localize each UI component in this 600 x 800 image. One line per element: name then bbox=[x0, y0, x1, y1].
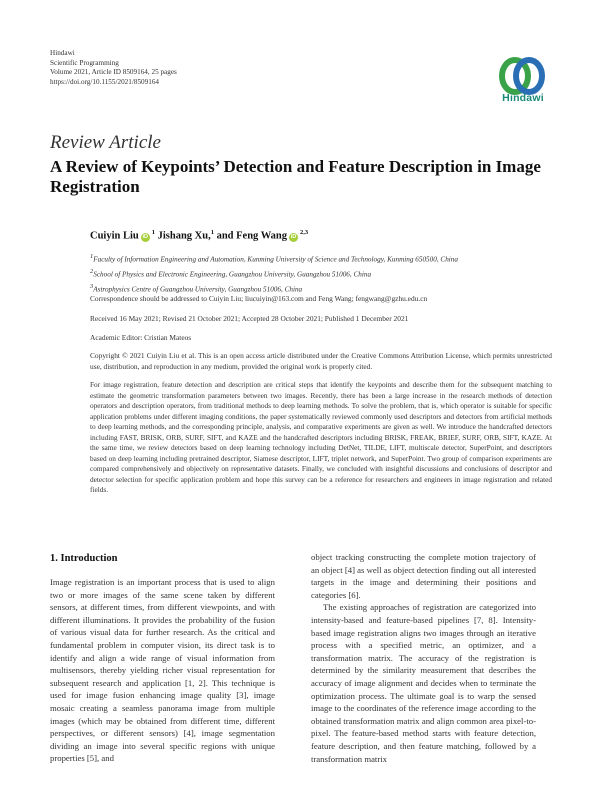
article-title: A Review of Keypoints’ Detection and Feature Description in Image Registration bbox=[50, 157, 541, 196]
journal-name: Scientific Programming bbox=[50, 58, 119, 67]
affiliation-item: $^2$School of Physics and Electronic Engineering, Guangzhou University, Guangzhou 51006, China bbox=[90, 267, 372, 279]
author-name[interactable]: and Feng Wang bbox=[216, 230, 288, 242]
journal-meta bbox=[50, 49, 177, 87]
author-name[interactable]: Cuiyin Liu bbox=[90, 230, 139, 242]
academic-editor: Academic Editor: Cristian Mateos bbox=[90, 333, 192, 342]
volume-line: Volume 2021, Article ID 8509164, 25 pages bbox=[50, 68, 177, 77]
paragraph: The existing approaches of registration are categorized into intensity-based and feature-based pipelines [7, 8]. Intensity-based image registration aligns two images through an iterative process with a specified metric, an optimizer, and a transformation matrix. The accuracy of the registration is determined by the similarity measurement that describes the accuracy of image alignment and decides when to terminate the optimization process. The ultimate goal is to warp the sensed image to the coordinates of the reference image according to the obtained transformation matrix and align common area pixel-to-pixel. The feature-based method starts with feature detection, feature description, and then feature matching, followed by a transformation matrix bbox=[311, 602, 536, 764]
left-column bbox=[50, 576, 275, 765]
paragraph: Image registration is an important process that is used to align two or more images of the same scene taken by different sensors, at different times, from different viewpoints, and with different illuminations. It provides the probability of the fusion of various visual data for further research. As the critical and fundamental problem in computer vision, its direct task is to identify and align a wide range of visual information from multisensors, thereby yielding richer visual representation for subsequent research and application [1, 2]. This technique is used for image fusion enhancing image quality [3], image mosaic creating a seamless panorama image from multiple images (which may be obtained from different time, different perspectives, or different sensors) [4], image segmentation dividing an image into several specific regions with unique properties [5], and bbox=[50, 577, 275, 764]
right-column bbox=[311, 551, 536, 765]
copyright-notice: Copyright © 2021 Cuiyin Liu et al. This is an open access article distributed under the Creative Commons Attribution License, which permits unrestricted use, distribution, and reproduction in any medium, provided the original work is properly cited. bbox=[90, 351, 552, 371]
section-heading: 1. Introduction bbox=[50, 553, 118, 564]
affiliation-item: $^3$Astrophysics Centre of Guangzhou University, Guangzhou 51006, China bbox=[90, 282, 303, 294]
affiliations bbox=[90, 251, 560, 296]
author-affil-sup: 2,3 bbox=[300, 229, 309, 236]
author-list bbox=[90, 229, 308, 242]
article-type: Review Article bbox=[50, 132, 161, 153]
correspondence: Correspondence should be addressed to Cuiyin Liu; liucuiyin@163.com and Feng Wang; fengwang@gzhu.edu.cn bbox=[90, 294, 428, 303]
affiliation-item: $^1$Faculty of Information Engineering and Automation, Kunming University of Science and Technology, Kunming 650500, China bbox=[90, 253, 458, 264]
author-affil-sup: 1 bbox=[210, 229, 214, 236]
publisher-name: Hindawi bbox=[50, 49, 75, 57]
author-name[interactable]: Jishang Xu, bbox=[157, 230, 211, 242]
doi-link[interactable]: https://doi.org/10.1155/2021/8509164 bbox=[50, 77, 160, 86]
orcid-icon[interactable]: iD bbox=[290, 233, 297, 240]
hindawi-brand: Hindawi bbox=[502, 92, 544, 104]
abstract: For image registration, feature detection and description are critical steps that identify the keypoints and describe them for the subsequent matching to estimate the geometric transformation parameters between two images. Recently, there has been a large increase in the research methods of detection operators and description operators, from traditional methods to deep learning methods. To solve the problem, that is, which operator is suitable for specific application problems under different imaging conditions, the paper systematically reviewed commonly used descriptors and detectors from artificial methods to deep learning methods, and the corresponding principle, analysis, and comparative experiments are given as well. We introduce the handcrafted detectors including FAST, BRISK, ORB, SURF, SIFT, and KAZE and the handcrafted descriptors including BRISK, FREAK, BRIEF, SURF, ORB, SIFT, KAZE. At the same time, we review detectors based on deep learning technology including DetNet, TILDE, LIFT, multiscale detector, SuperPoint, and descriptors based on deep learning including pretrained descriptor, Siamese descriptor, LIFT, triplet network, and SuperPoint. Two group of comparison experiments are compared comprehensively and objectively on representative datasets. Finally, we concluded with insightful discussions and conclusions of descriptor and detector selection for specific application problem and hope this survey can be a reference for researchers and engineers in image registration and related fields. bbox=[90, 380, 552, 494]
orcid-icon[interactable]: iD bbox=[142, 233, 148, 240]
author-affil-sup: 1 bbox=[151, 229, 155, 236]
article-dates: Received 16 May 2021; Revised 21 October 2021; Accepted 28 October 2021; Published 1 December 2021 bbox=[90, 314, 409, 323]
paragraph: object tracking constructing the complete motion trajectory of an object [4] as well as object detection finding out all interested targets in the image and determining their positions and categories [6]. bbox=[311, 552, 536, 600]
